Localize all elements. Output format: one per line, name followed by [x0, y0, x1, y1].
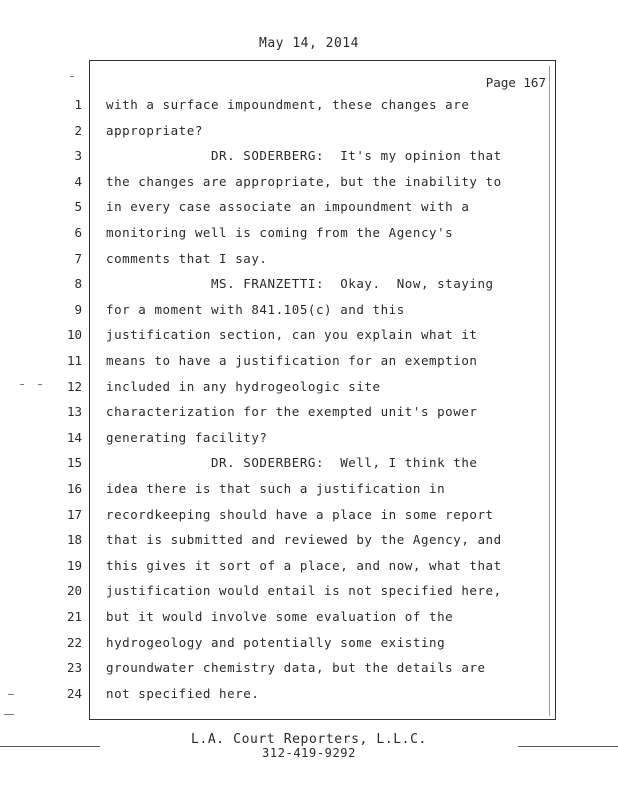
scan-speck	[38, 384, 42, 385]
scan-speck	[70, 76, 74, 77]
line-number: 17	[66, 506, 82, 522]
transcript-line	[0, 609, 618, 634]
line-number: 14	[66, 429, 82, 445]
transcript-line	[0, 532, 618, 557]
transcript-line	[0, 123, 618, 148]
line-text: for a moment with 841.105(c) and this	[106, 301, 405, 317]
line-text: idea there is that such a justification in	[106, 481, 446, 496]
transcript-line	[0, 686, 618, 711]
line-number: 4	[74, 173, 82, 189]
line-number: 20	[66, 583, 82, 599]
line-number: 12	[66, 378, 82, 394]
transcript-line	[0, 404, 618, 429]
transcript-line	[0, 148, 618, 173]
line-number: 22	[66, 634, 82, 650]
line-number: 19	[66, 557, 82, 573]
transcript-line	[0, 276, 618, 301]
line-number: 16	[66, 481, 82, 496]
line-text: monitoring well is coming from the Agency's	[106, 225, 454, 240]
transcript-line	[0, 635, 618, 660]
line-number: 23	[66, 660, 82, 676]
line-text: recordkeeping should have a place in some report	[106, 506, 494, 522]
line-number: 7	[74, 250, 82, 266]
line-number: 15	[66, 455, 82, 471]
transcript-line	[0, 225, 618, 250]
line-text: characterization for the exempted unit's power	[106, 404, 478, 420]
line-number: 2	[74, 122, 82, 138]
transcript-line	[0, 327, 618, 352]
line-number: 1	[74, 97, 82, 112]
line-number: 21	[66, 609, 82, 624]
line-text: justification would entail is not specified here,	[106, 583, 502, 599]
transcript-line	[0, 379, 618, 404]
transcript-line	[0, 302, 618, 327]
transcript-line	[0, 455, 618, 480]
footer-company: L.A. Court Reporters, L.L.C.	[191, 732, 427, 747]
transcript-line	[0, 481, 618, 506]
line-text: DR. SODERBERG: It's my opinion that	[106, 148, 502, 164]
transcript-line	[0, 353, 618, 378]
line-text: with a surface impoundment, these changes are	[106, 97, 470, 112]
transcript-line	[0, 558, 618, 583]
transcript-line	[0, 583, 618, 608]
line-text: groundwater chemistry data, but the details are	[106, 660, 486, 676]
line-text: that is submitted and reviewed by the Agency, and	[106, 532, 502, 548]
line-number: 13	[66, 404, 82, 420]
line-text: justification section, can you explain what it	[106, 327, 478, 343]
footer-phone: 312-419-9292	[262, 746, 356, 760]
transcript-line	[0, 660, 618, 685]
page-number: Page 167	[485, 75, 546, 90]
transcript-line	[0, 430, 618, 455]
line-text: means to have a justification for an exemption	[106, 353, 478, 368]
scan-speck	[8, 694, 14, 695]
scan-speck	[4, 714, 14, 715]
transcript-line	[0, 199, 618, 224]
line-number: 3	[74, 148, 82, 164]
line-number: 24	[66, 685, 82, 701]
line-text: not specified here.	[106, 685, 260, 701]
line-number: 18	[66, 532, 82, 548]
line-number: 10	[66, 327, 82, 343]
line-text: hydrogeology and potentially some existing	[106, 634, 446, 650]
line-text: MS. FRANZETTI: Okay. Now, staying	[106, 276, 494, 292]
line-number: 9	[74, 301, 82, 317]
line-text: comments that I say.	[106, 250, 268, 266]
transcript-line	[0, 507, 618, 532]
line-text: DR. SODERBERG: Well, I think the	[106, 455, 478, 471]
line-text: but it would involve some evaluation of the	[106, 609, 454, 624]
transcript-line	[0, 97, 618, 122]
line-text: included in any hydrogeologic site	[106, 378, 381, 394]
line-number: 5	[74, 199, 82, 215]
line-text: generating facility?	[106, 429, 268, 445]
line-number: 8	[74, 276, 82, 292]
line-text: in every case associate an impoundment with a	[106, 199, 470, 215]
transcript-line	[0, 174, 618, 199]
transcript-line	[0, 251, 618, 276]
line-text: appropriate?	[106, 122, 203, 138]
line-text: this gives it sort of a place, and now, what that	[106, 557, 502, 573]
scan-speck	[20, 384, 24, 385]
line-text: the changes are appropriate, but the inability to	[106, 173, 502, 189]
line-number: 6	[74, 225, 82, 240]
transcript-date: May 14, 2014	[259, 36, 359, 51]
line-number: 11	[66, 353, 82, 368]
